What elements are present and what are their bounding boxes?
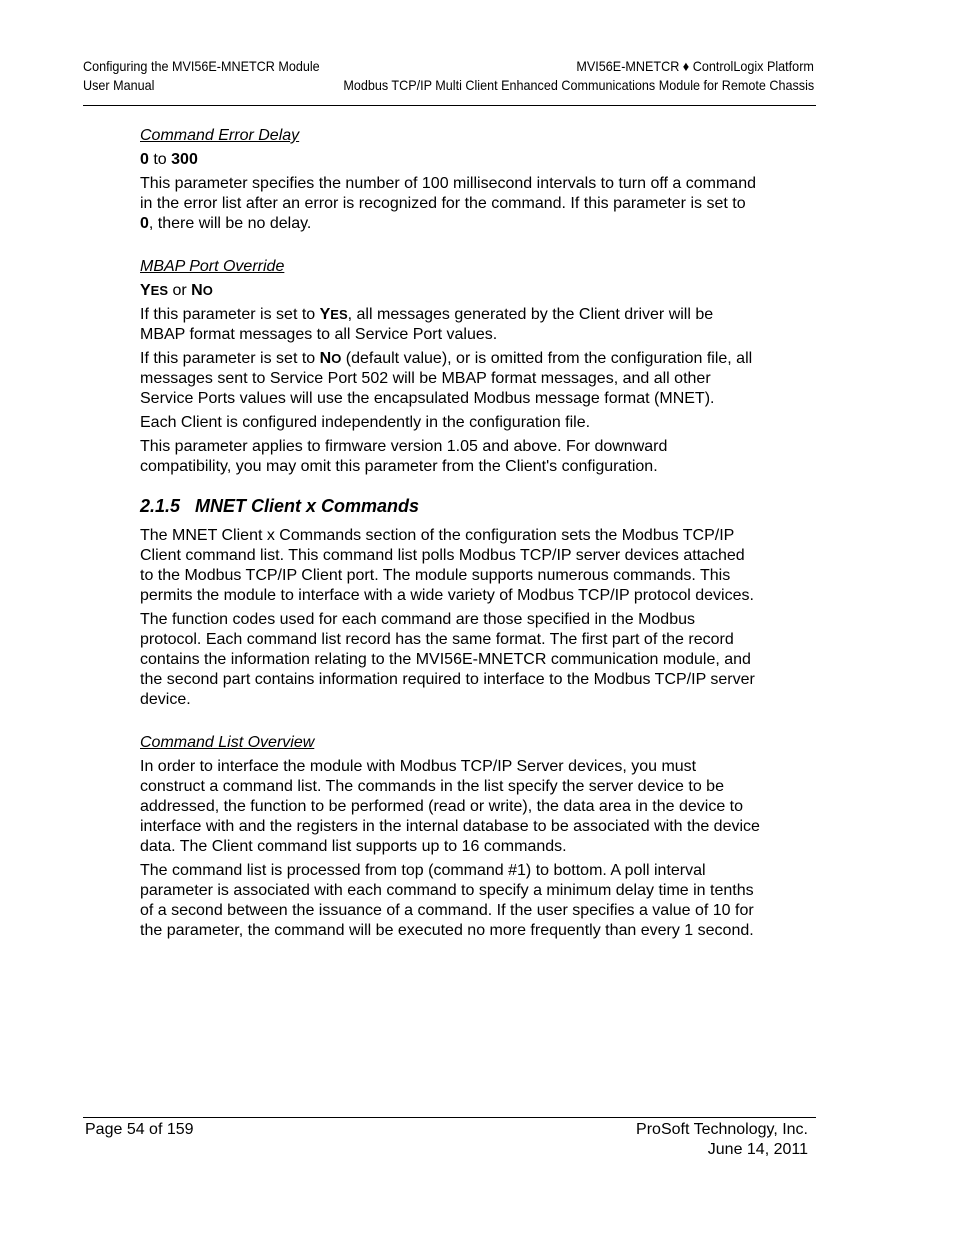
header-right-line2: Modbus TCP/IP Multi Client Enhanced Communications Module for Remote Chassis (343, 77, 814, 93)
range-max: 300 (171, 151, 198, 168)
mbap-no-description: If this parameter is set to NO (default value), or is omitted from the configuration file, all messages sent to Service Port 502 will be MBAP format messages, and all other Service Ports values will use the encapsulated Modbus message format (MNET). (140, 350, 753, 407)
section-heading-mnet-client-commands: 2.1.5 MNET Client x Commands (140, 496, 420, 516)
footer-page-number: Page 54 of 159 (85, 1121, 194, 1138)
command-error-delay-description: This parameter specifies the number of 100 millisecond intervals to turn off a command in the error list after an error is recognized for the command. If this parameter is set to 0, there will be no delay. (140, 175, 756, 232)
footer-company: ProSoft Technology, Inc. (636, 1121, 808, 1138)
range-separator: to (148, 151, 172, 168)
mbap-independent-note: Each Client is configured independently in the configuration file. (140, 414, 591, 431)
command-error-delay-range (140, 150, 760, 170)
page-body (140, 125, 760, 945)
mbap-yes-description: If this parameter is set to YES, all messages generated by the Client driver will be MBAP format messages to all Service Port values. (140, 306, 714, 343)
range-min: 0 (140, 151, 149, 168)
mbap-port-override-values: YES or NO (140, 282, 213, 299)
mbap-port-override-title: MBAP Port Override (140, 258, 285, 275)
header-rule (83, 105, 816, 106)
command-list-overview-paragraph-2: The command list is processed from top (command #1) to bottom. A poll interval parameter is associated with each command to specify a minimum delay time in tenths of a second between the issuance of a command. If the user specifies a value of 10 for the parameter, the command will be executed no more frequently than every 1 second. (140, 862, 754, 939)
mnet-commands-paragraph-1: The MNET Client x Commands section of the configuration sets the Modbus TCP/IP Client command list. This command list polls Modbus TCP/IP server devices attached to the Modbus TCP/IP Client port. The module supports numerous commands. This permits the module to interface with a wide variety of Modbus TCP/IP protocol devices. (140, 527, 754, 604)
command-error-delay-title: Command Error Delay (140, 127, 300, 144)
header-left-line2: User Manual (83, 77, 155, 93)
header-left-line1: Configuring the MVI56E-MNETCR Module (83, 58, 320, 74)
mbap-firmware-note: This parameter applies to firmware version 1.05 and above. For downward compatibility, you may omit this parameter from the Client's configuration. (140, 438, 668, 475)
footer-date: June 14, 2011 (707, 1141, 808, 1158)
command-list-overview-title: Command List Overview (140, 734, 315, 751)
header-right-line1: MVI56E-MNETCR ♦ ControlLogix Platform (576, 58, 814, 74)
footer-rule (83, 1117, 816, 1118)
mnet-commands-paragraph-2: The function codes used for each command are those specified in the Modbus protocol. Each command list record has the same format. The first part of the record contains the information relating to the MVI56E-MNETCR communication module, and the second part contains information required to interface to the Modbus TCP/IP server device. (140, 611, 755, 708)
command-list-overview-paragraph-1: In order to interface the module with Modbus TCP/IP Server devices, you must construct a command list. The commands in the list specify the server device to be addressed, the function to be performed (read or write), the data area in the device to interface with and the registers in the internal database to be associated with the device data. The Client command list supports up to 16 commands. (140, 758, 760, 855)
